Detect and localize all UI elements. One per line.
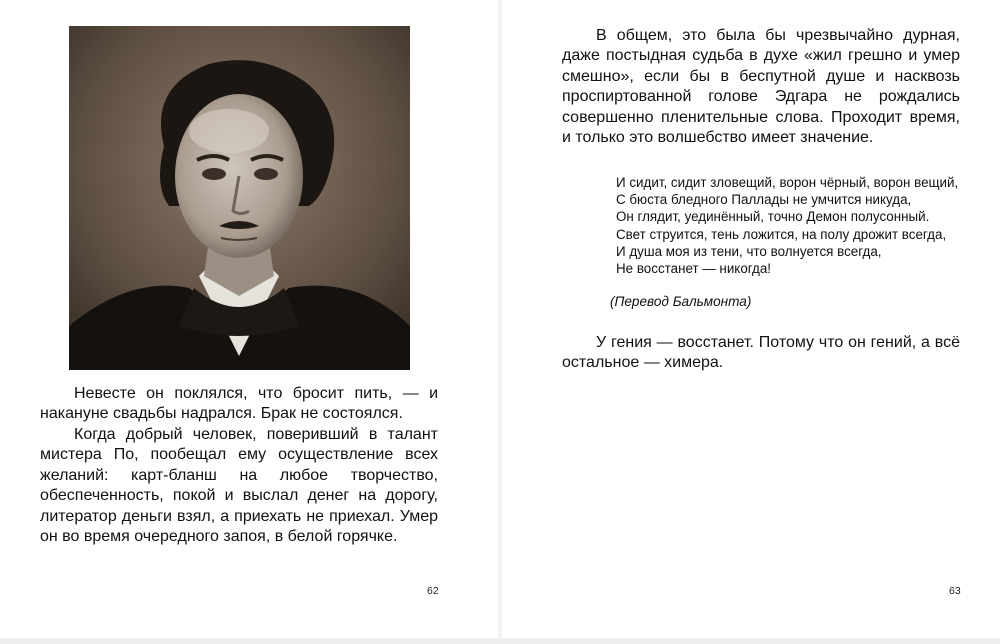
page-number-left: 62 [427, 585, 439, 597]
author-portrait-photo [69, 26, 410, 370]
poem-line: Не восстанет — никогда! [616, 261, 772, 277]
poem-line: С бюста бледного Паллады не умчится никуда, [616, 192, 912, 208]
poem-line: Он глядит, уединённый, точно Демон полусонный. [616, 209, 930, 225]
right-paragraph-1: В общем, это была бы чрезвычайно дурная, даже постыдная судьба в духе «жил грешно и умер смешно», если бы в беспутной душе и насквозь проспиртованной голове Эдгара не рождались совершенно пленительные слова. Проходит время, и только это волшебство имеет значение. [562, 27, 960, 147]
page-number-right: 63 [949, 585, 961, 597]
poem-line: И сидит, сидит зловещий, ворон чёрный, ворон вещий, [616, 175, 959, 190]
poem-line: Свет струится, тень ложится, на полу дрожит всегда, [616, 226, 947, 242]
poem-line: И душа моя из тени, что волнуется всегда, [616, 243, 882, 259]
right-paragraph-2: У гения — восстанет. Потому что он гений, а всё остальное — химера. [562, 334, 960, 372]
poem-quote [616, 174, 966, 277]
translator-note: (Перевод Бальмонта) [610, 294, 752, 309]
left-page [0, 0, 498, 638]
right-page [502, 0, 1000, 638]
page-bottom-edge [0, 638, 1000, 644]
left-paragraph-2: Когда добрый человек, поверивший в талант мистера По, пообещал ему осуществление всех желаний: карт-бланш на любое творчество, обеспеченность, покой и выслал денег на дорогу, литератор деньги взял, а приехать не приехал. Умер он во время очередного запоя, в белой горячке. [40, 426, 438, 546]
left-paragraph-1: Невесте он поклялся, что бросит пить, — и накануне свадьбы надрался. Брак не состоялся. [40, 385, 438, 423]
